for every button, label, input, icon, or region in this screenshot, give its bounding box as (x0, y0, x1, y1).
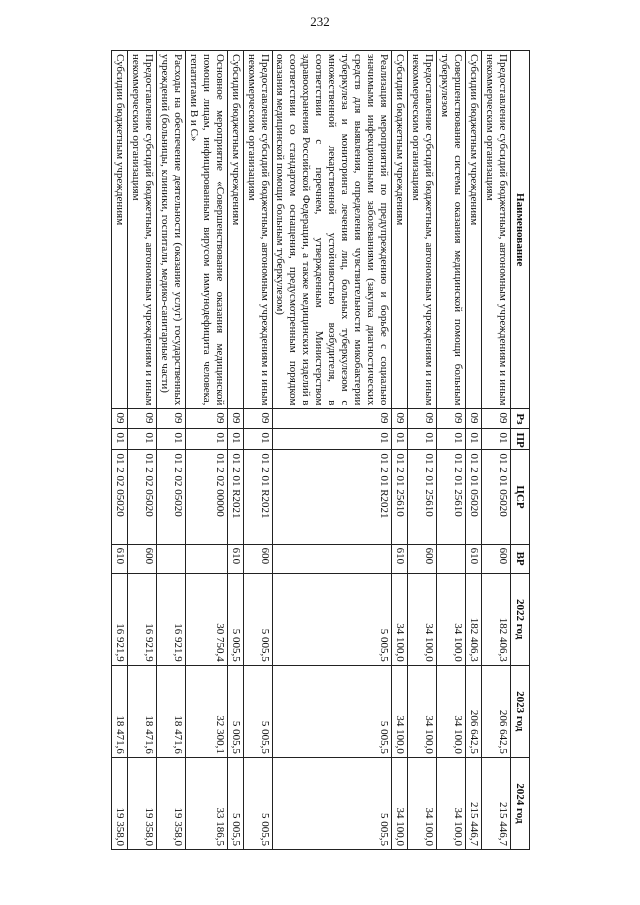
row-2022: 182 406,3 (466, 573, 482, 665)
row-csr: 01 2 01 25610 (408, 450, 437, 544)
row-2024: 34 100,0 (437, 757, 466, 849)
table-row (156, 51, 185, 850)
row-2024: 33 186,5 (185, 757, 227, 849)
row-vr: 600 (408, 544, 437, 573)
row-2022: 16 921,9 (111, 573, 127, 665)
row-2024: 5 005,5 (272, 757, 392, 849)
row-pr: 01 (227, 429, 243, 450)
row-pr: 01 (466, 429, 482, 450)
row-rz: 09 (127, 409, 156, 429)
budget-table-rotated (42, 50, 530, 850)
row-name: Расходы на обеспечение деятельности (оказание услуг) государственных учреждений (больницы, клиники, госпитали, медико-санитарные части) (156, 51, 185, 409)
row-pr: 01 (408, 429, 437, 450)
row-rz: 09 (227, 409, 243, 429)
row-rz: 09 (392, 409, 408, 429)
row-rz: 09 (437, 409, 466, 429)
row-name: Субсидии бюджетным учреждениям (466, 51, 482, 409)
header-pr: ПР (511, 429, 530, 450)
row-vr: 610 (227, 544, 243, 573)
table-row (227, 51, 243, 850)
row-2023: 5 005,5 (227, 665, 243, 757)
row-name: Предоставление субсидий бюджетным, автономным учреждениям и иным некоммерческим организациям (482, 51, 511, 409)
row-pr: 01 (156, 429, 185, 450)
row-vr: 610 (111, 544, 127, 573)
table-row (111, 51, 127, 850)
row-2024: 34 100,0 (392, 757, 408, 849)
row-pr: 01 (111, 429, 127, 450)
row-csr: 01 2 01 05020 (482, 450, 511, 544)
budget-table (111, 50, 530, 850)
row-pr: 01 (127, 429, 156, 450)
row-2022: 5 005,5 (243, 573, 272, 665)
header-2023: 2023 год (511, 665, 530, 757)
table-row (466, 51, 482, 850)
row-csr: 01 2 01 05020 (466, 450, 482, 544)
row-2023: 206 642,5 (482, 665, 511, 757)
table-row (127, 51, 156, 850)
row-2024: 19 358,0 (156, 757, 185, 849)
row-2023: 34 100,0 (392, 665, 408, 757)
row-name: Совершенствование системы оказания медицинской помощи больным туберкулезом (437, 51, 466, 409)
row-pr: 01 (437, 429, 466, 450)
page-number: 232 (310, 14, 330, 29)
row-2024: 5 005,5 (227, 757, 243, 849)
row-vr: 600 (482, 544, 511, 573)
table-row (243, 51, 272, 850)
row-csr: 01 2 01 R2021 (272, 450, 392, 544)
row-2024: 215 446,7 (466, 757, 482, 849)
row-name: Предоставление субсидий бюджетным, автономным учреждениям и иным некоммерческим организациям (408, 51, 437, 409)
header-name: Наименование (511, 51, 530, 409)
row-2022: 34 100,0 (408, 573, 437, 665)
row-csr: 01 2 02 05020 (127, 450, 156, 544)
table-row (272, 51, 392, 850)
row-pr: 01 (272, 429, 392, 450)
row-rz: 09 (482, 409, 511, 429)
row-2024: 19 358,0 (127, 757, 156, 849)
row-2022: 30 750,4 (185, 573, 227, 665)
header-csr: ЦСР (511, 450, 530, 544)
row-csr: 01 2 01 R2021 (243, 450, 272, 544)
row-vr: 600 (127, 544, 156, 573)
table-row (482, 51, 511, 850)
row-2024: 215 446,7 (482, 757, 511, 849)
row-pr: 01 (392, 429, 408, 450)
row-2023: 32 300,1 (185, 665, 227, 757)
row-vr (272, 544, 392, 573)
table-row (392, 51, 408, 850)
row-2023: 18 471,6 (111, 665, 127, 757)
row-name: Субсидии бюджетным учреждениям (392, 51, 408, 409)
row-vr: 610 (392, 544, 408, 573)
row-2022: 182 406,3 (482, 573, 511, 665)
table-row (185, 51, 227, 850)
row-2022: 34 100,0 (392, 573, 408, 665)
row-csr: 01 2 02 05020 (156, 450, 185, 544)
row-vr (156, 544, 185, 573)
row-rz: 09 (243, 409, 272, 429)
row-vr (437, 544, 466, 573)
row-name: Основное мероприятие «Совершенствование оказания медицинской помощи лицам, инфицированным вирусом иммунодефицита человека, гепатитами В и С» (185, 51, 227, 409)
row-name: Предоставление субсидий бюджетным, автономным учреждениям и иным некоммерческим организациям (127, 51, 156, 409)
row-2023: 34 100,0 (408, 665, 437, 757)
row-pr: 01 (243, 429, 272, 450)
row-csr: 01 2 01 25610 (392, 450, 408, 544)
row-name: Субсидии бюджетным учреждениям (111, 51, 127, 409)
row-2022: 34 100,0 (437, 573, 466, 665)
row-csr: 01 2 01 R2021 (227, 450, 243, 544)
row-2022: 16 921,9 (156, 573, 185, 665)
header-2022: 2022 год (511, 573, 530, 665)
row-pr: 01 (185, 429, 227, 450)
row-2023: 5 005,5 (272, 665, 392, 757)
row-2023: 5 005,5 (243, 665, 272, 757)
row-pr: 01 (482, 429, 511, 450)
header-2024: 2024 год (511, 757, 530, 849)
row-csr: 01 2 01 25610 (437, 450, 466, 544)
row-rz: 09 (156, 409, 185, 429)
row-rz: 09 (185, 409, 227, 429)
table-row (408, 51, 437, 850)
row-name: Реализация мероприятий по предупреждению и борьбе с социально значимыми инфекционными заболеваниями (закупка диагностических средств для выявления, определения чувствительности микобактерии туберкулеза и мониторинга лечения лиц, больных туберкулезом с множественной лекарственной устойчивостью возбудителя, в соответствии с перечнем, утвержденным Министерством здравоохранения Российской Федерации, а также медицинских изделий в соответствии со стандартом оснащения, предусмотренным порядком оказания медицинской помощи больным туберкулезом) (272, 51, 392, 409)
table-header-row (511, 51, 530, 850)
row-rz: 09 (272, 409, 392, 429)
row-2023: 18 471,6 (156, 665, 185, 757)
row-rz: 09 (466, 409, 482, 429)
row-csr: 01 2 02 05020 (111, 450, 127, 544)
row-name: Субсидии бюджетным учреждениям (227, 51, 243, 409)
row-2024: 19 358,0 (111, 757, 127, 849)
row-2024: 34 100,0 (408, 757, 437, 849)
row-2023: 18 471,6 (127, 665, 156, 757)
row-2023: 34 100,0 (437, 665, 466, 757)
row-vr (185, 544, 227, 573)
row-2022: 16 921,9 (127, 573, 156, 665)
row-rz: 09 (111, 409, 127, 429)
header-vr: ВР (511, 544, 530, 573)
table-row (437, 51, 466, 850)
header-rz: Рз (511, 409, 530, 429)
row-2022: 5 005,5 (227, 573, 243, 665)
row-csr: 01 2 02 00000 (185, 450, 227, 544)
row-vr: 610 (466, 544, 482, 573)
row-rz: 09 (408, 409, 437, 429)
row-2023: 206 642,5 (466, 665, 482, 757)
row-name: Предоставление субсидий бюджетным, автономным учреждениям и иным некоммерческим организациям (243, 51, 272, 409)
row-2024: 5 005,5 (243, 757, 272, 849)
row-vr: 600 (243, 544, 272, 573)
row-2022: 5 005,5 (272, 573, 392, 665)
